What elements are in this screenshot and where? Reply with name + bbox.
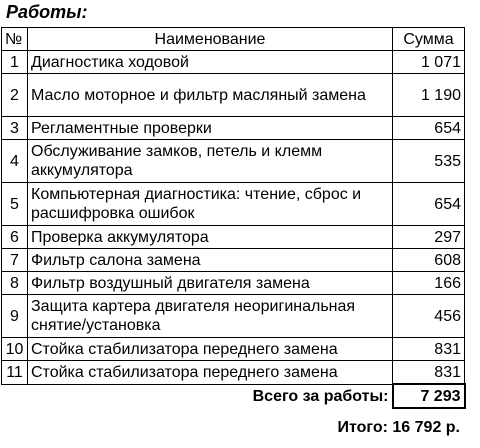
row-name: Компьютерная диагностика: чтение, сброс и расшифровка ошибок [28,183,393,226]
total-label: Всего за работы: [28,384,393,408]
table-row [2,361,465,385]
row-number: 4 [2,140,28,183]
row-number: 2 [2,74,28,117]
row-number: 6 [2,226,28,249]
row-number: 11 [2,361,28,385]
row-name: Проверка аккумулятора [28,226,393,249]
works-table [1,27,466,409]
row-sum: 535 [393,140,465,183]
grand-total: Итого: 16 792 р. [337,419,460,436]
row-sum: 456 [393,295,465,338]
table-row [2,183,465,226]
row-sum: 608 [393,249,465,272]
row-sum: 297 [393,226,465,249]
row-number: 5 [2,183,28,226]
row-number: 10 [2,338,28,361]
row-number: 7 [2,249,28,272]
row-sum: 654 [393,183,465,226]
row-name: Стойка стабилизатора переднего замена [28,361,393,385]
row-name: Фильтр салона замена [28,249,393,272]
column-header-name: Наименование [28,28,393,51]
row-number: 3 [2,117,28,140]
row-name: Регламентные проверки [28,117,393,140]
row-name: Обслуживание замков, петель и клемм аккумулятора [28,140,393,183]
total-value: 7 293 [393,384,465,408]
row-sum: 654 [393,117,465,140]
section-title: Работы: [6,2,88,22]
table-row [2,338,465,361]
total-row-spacer [2,384,28,408]
row-name: Фильтр воздушный двигателя замена [28,272,393,295]
row-number: 9 [2,295,28,338]
total-row [2,384,465,408]
row-name: Масло моторное и фильтр масляный замена [28,74,393,117]
row-sum: 831 [393,338,465,361]
row-sum: 1 071 [393,51,465,74]
column-header-sum: Сумма [393,28,465,51]
table-row [2,272,465,295]
table-row [2,51,465,74]
row-sum: 1 190 [393,74,465,117]
table-row [2,117,465,140]
table-header-row [2,28,465,51]
table-row [2,249,465,272]
table-row [2,74,465,117]
row-sum: 166 [393,272,465,295]
table-row [2,226,465,249]
row-name: Защита картера двигателя неоригинальная снятие/установка [28,295,393,338]
row-number: 1 [2,51,28,74]
row-number: 8 [2,272,28,295]
row-name: Диагностика ходовой [28,51,393,74]
column-header-number: № [2,28,28,51]
row-sum: 831 [393,361,465,385]
table-row [2,140,465,183]
row-name: Стойка стабилизатора переднего замена [28,338,393,361]
table-row [2,295,465,338]
